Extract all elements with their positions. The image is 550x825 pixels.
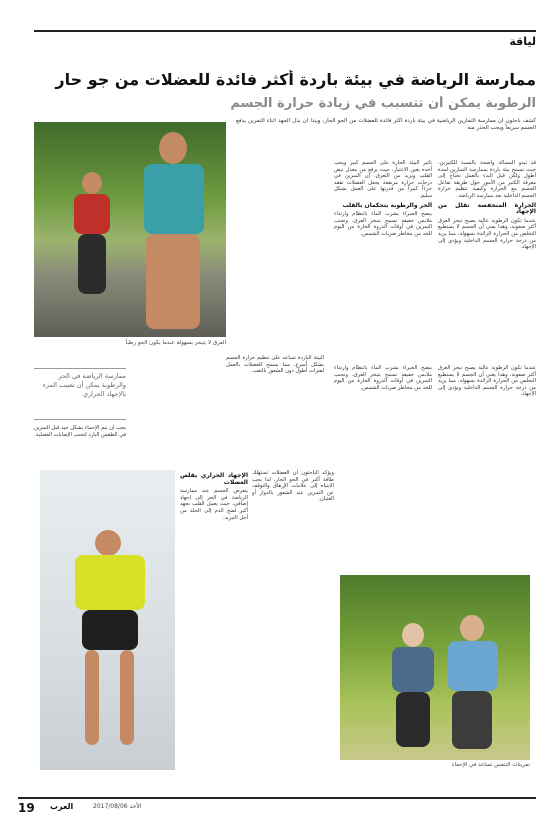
column-middle: [334, 160, 432, 350]
publication-date: الأحد 2017/08/06: [93, 803, 142, 810]
runner-man-legs: [78, 234, 106, 294]
photo-runner-yellow: [40, 470, 175, 770]
column-center-text: البيئة الباردة تساعد على تنظيم حرارة الجسم بشكل أسرع، مما يسمح للعضلات بالعمل لفترات أطول دون الشعور بالتعب.: [226, 355, 324, 375]
subtitle-heat: الحر والرطوبة يتحكمان بالقلب: [342, 201, 432, 209]
caption-top: العرق لا يتبخر بسهولة عندما يكون الجو رطباً: [125, 340, 226, 346]
column-lower-right-text: عندما تكون الرطوبة عالية يصبح تبخر العرق أكثر صعوبة، وهذا يعني أن الجسم لا يستطيع التخلص من الحرارة الزائدة بسهولة، مما يزيد من درجة حرارة الجسم الداخلية ويؤدي إلى الإجهاد.: [438, 365, 536, 398]
section-header: [34, 30, 536, 52]
runner-man-shirt: [74, 194, 110, 234]
column-lower-left-text: يتعرض الجسم عند ممارسة الرياضة في الحر إلى إجهاد إضافي، حيث يعمل القلب بجهد أكبر لضخ الدم إلى الجلد من أجل التبريد.: [180, 488, 248, 521]
subtitle-cold: الحرارة المنخفضة تقلل من الإجهاد: [438, 201, 536, 216]
photo-seniors: [340, 575, 530, 760]
column-left-top-text: يجب أن يتم الإحماء بشكل جيد قبل التمرين في الطقس البارد لتجنب الإصابات العضلية.: [34, 425, 126, 438]
publication-name: العرب: [50, 802, 74, 811]
page-number: 19: [18, 801, 35, 815]
column-left-top: [34, 425, 126, 465]
runner-yellow-leg-left: [85, 650, 99, 745]
caption-bottom: تمرينات التنفس تساعد في الإحماء: [451, 762, 530, 768]
column-lower-right-2-text: ينصح الخبراء بشرب الماء بانتظام وارتداء ملابس خفيفة تسمح بتبخر العرق، وتجنب التمرين في أوقات الذروة الحارة من اليوم للحد من مخاطر ضربات الشمس.: [334, 365, 432, 391]
headline: ممارسة الرياضة في بيئة باردة أكثر فائدة للعضلات من جو حار: [55, 70, 536, 89]
photo-runners: [34, 122, 226, 337]
column-middle-text-2: ينصح الخبراء بشرب الماء بانتظام وارتداء ملابس خفيفة تسمح بتبخر العرق، وتجنب التمرين في أوقات الذروة الحارة من اليوم للحد من مخاطر ضربات الشمس.: [334, 211, 432, 237]
page-footer: [18, 797, 536, 813]
section-name: لياقة: [509, 35, 536, 48]
column-lower-middle-text: ويؤكد الباحثون أن العضلات تستهلك طاقة أكبر في الجو الحار، لذا يجب الانتباه إلى علامات الإرهاق والتوقف عن التمرين عند الشعور بالدوار أو الغثيان.: [252, 470, 334, 503]
senior-man-legs: [452, 691, 492, 749]
senior-man-head: [460, 615, 484, 641]
pull-quote: ممارسة الرياضة في الحر والرطوبة يمكن أن تصيب المرء بالإجهاد الحراري: [34, 368, 126, 420]
column-center: [226, 355, 324, 460]
runner-yellow-shirt: [75, 555, 145, 610]
runner-woman-head: [159, 132, 187, 164]
article-intro: كشف باحثون أن ممارسة التمارين الرياضية في بيئة باردة أكثر فائدة للعضلات من الجو الحار، ويبدأ أن بذل الجهد أثناء التمرين يدفع الجسم سريعاً ويجب الحذر منه: [236, 118, 536, 131]
runner-yellow-leg-right: [120, 650, 134, 745]
runner-yellow-shorts: [82, 610, 138, 650]
column-lower-right-2: [334, 365, 432, 565]
senior-woman-head: [402, 623, 424, 647]
subtitle-stress: الإجهاد الحراري يقلص العضلات: [180, 472, 248, 486]
column-lower-left: [180, 470, 248, 770]
column-lower-middle: [252, 470, 334, 770]
column-right-text-2: عندما تكون الرطوبة عالية يصبح تبخر العرق أكثر صعوبة، وهذا يعني أن الجسم لا يستطيع التخلص من الحرارة الزائدة بسهولة، مما يزيد من درجة حرارة الجسم الداخلية ويؤدي إلى الإجهاد.: [438, 217, 536, 251]
runner-woman-top: [144, 164, 204, 234]
subheadline: الرطوبة يمكن أن تتسبب في زيادة حرارة الجسم: [230, 96, 536, 111]
senior-man-shirt: [448, 641, 498, 691]
column-right-text: قد تبدو المسألة واضحة بالنسبة للكثيرين، حيث تسمح بيئة باردة بممارسة التمارين لمدة أطول ولكن قبل البدء بالعمل تحتاج إلى معرفة الكثير من الأمور حول طريقة تفاعل الجسم مع الحرارة وكيفية تنظيم حرارة الجسم الداخلية بعد ممارسة الرياضة.: [438, 160, 536, 199]
senior-woman-top: [392, 647, 434, 692]
runner-man-head: [82, 172, 102, 194]
runner-woman-legs: [146, 234, 200, 329]
runner-yellow-head: [95, 530, 121, 556]
column-lower-right: [438, 365, 536, 565]
senior-woman-legs: [396, 692, 430, 747]
column-middle-text: تأثير البيئة الحارة على الجسم كبير ويجب أخذه بعين الاعتبار، حيث يرفع من معدل نبض القلب ويزيد من التعرق. إن التمرين في درجات حرارة مرتفعة يجعل العضلات تفقد جزءاً كبيراً من قدرتها على العمل بشكل سليم.: [334, 160, 432, 199]
column-right: [438, 160, 536, 350]
